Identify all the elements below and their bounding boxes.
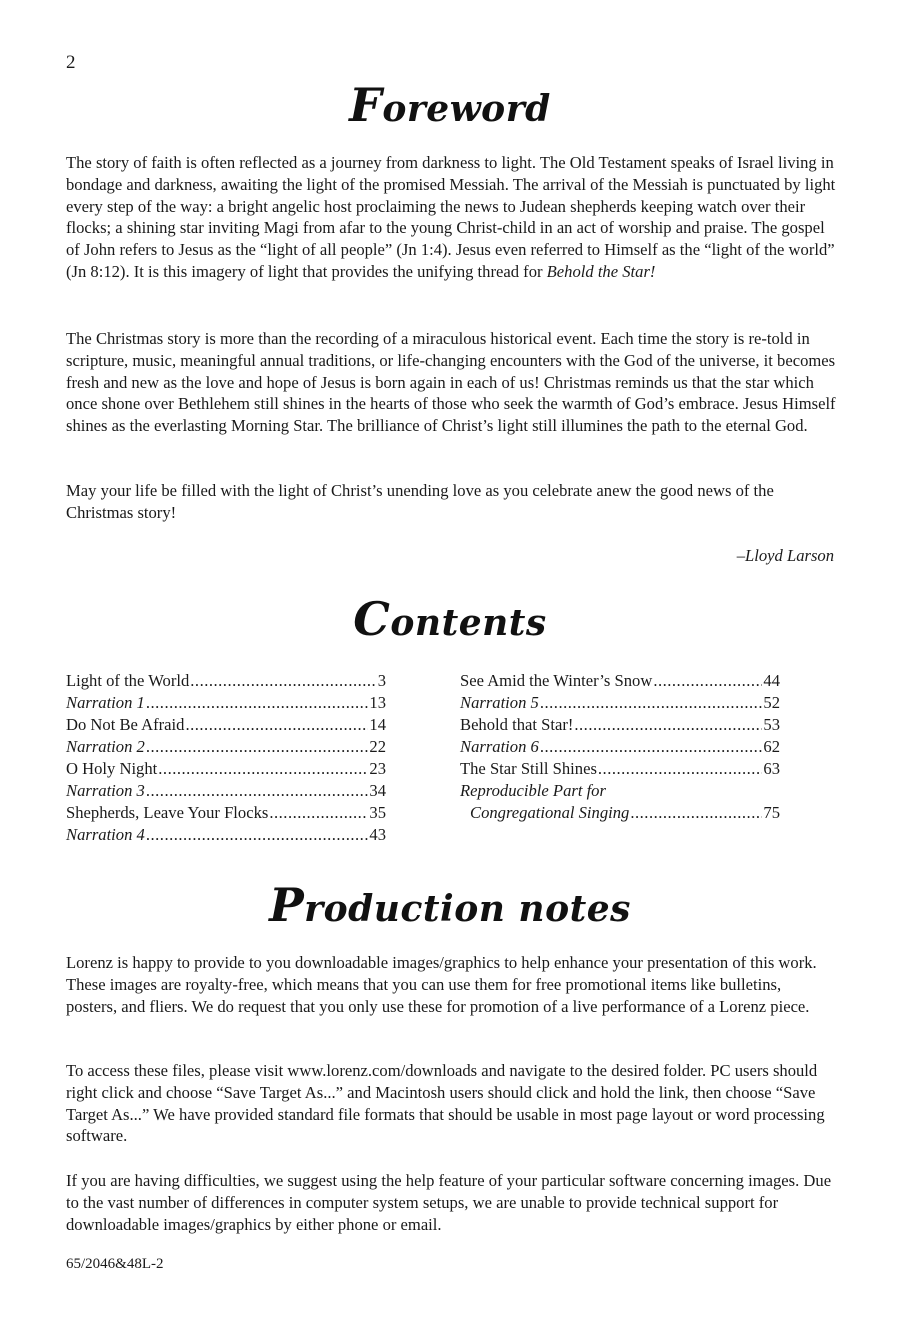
toc-leader-dots: [653, 670, 762, 692]
toc-leader-dots: [146, 780, 369, 802]
toc-leader-dots: [269, 802, 368, 824]
toc-entry-page: 34: [369, 781, 386, 800]
contents-right-column: [460, 670, 780, 824]
toc-entry-title: Do Not Be Afraid: [66, 715, 185, 734]
toc-entry-reproducible-label: [460, 780, 780, 802]
toc-entry[interactable]: [66, 670, 386, 692]
toc-entry-page: 63: [763, 759, 780, 778]
foreword-paragraph-1-text: The story of faith is often reflected as a journey from darkness to light. The Old Testament speaks of Israel living in bondage and darkness, awaiting the light of the promised Messiah. The arrival of the Messiah is punctuated by light every step of the way: a bright angelic host proclaiming the news to Judean shepherds keeping watch over their flocks; a shining star inviting Magi from afar to the young Christ-child in an act of worship and praise. The gospel of John refers to Jesus as the “light of all people” (Jn 1:4). Jesus even referred to Himself as the “light of the world” (Jn 8:12). It is this imagery of light that provides the unifying thread for: [66, 153, 836, 281]
toc-entry-title: O Holy Night: [66, 759, 158, 778]
toc-entry-title: Congregational Singing: [470, 803, 630, 822]
toc-entry-page: 14: [369, 715, 386, 734]
toc-entry[interactable]: [66, 714, 386, 736]
foreword-paragraph-3: May your life be filled with the light of Christ’s unending love as you celebrate anew the good news of the Christmas story!: [66, 481, 774, 522]
contents-heading-initial: C: [353, 592, 391, 646]
toc-entry[interactable]: [460, 714, 780, 736]
toc-entry[interactable]: [460, 758, 780, 780]
toc-entry-title: The Star Still Shines: [460, 759, 597, 778]
toc-entry-page: 22: [369, 737, 386, 756]
toc-entry-title: Narration 1: [66, 693, 145, 712]
toc-leader-dots: [158, 758, 368, 780]
toc-entry-page: 3: [377, 671, 386, 690]
toc-entry-title: Narration 4: [66, 825, 145, 844]
toc-entry-title: Narration 2: [66, 737, 145, 756]
toc-entry-title: Narration 6: [460, 737, 539, 756]
foreword-paragraph-2: The Christmas story is more than the recording of a miraculous historical event. Each time the story is re-told in scripture, music, meaningful annual traditions, or life-changing encounters with the God of the universe, it becomes fresh and new as the love and hope of Jesus is born again in each of us! Christmas reminds us that the star which once shone over Bethlehem still shines in the hearts of those who seek the warmth of God’s embrace. Jesus Himself shines as the everlasting Morning Star. The brilliance of Christ’s light still illumines the path to the eternal God.: [66, 329, 836, 436]
toc-leader-dots: [574, 714, 762, 736]
foreword-paragraph-1-title: Behold the Star!: [546, 261, 656, 281]
toc-entry-title: Shepherds, Leave Your Flocks: [66, 803, 269, 822]
toc-leader-dots: [540, 692, 763, 714]
toc-entry-title: Narration 5: [460, 693, 539, 712]
toc-entry[interactable]: [66, 758, 386, 780]
toc-entry-page: 44: [763, 671, 780, 690]
toc-entry-title: Light of the World: [66, 671, 190, 690]
production-notes-paragraph-3: If you are having difficulties, we suggest using the help feature of your particular software concerning images. Due to the vast number of differences in computer system setups, we are unable to provide technical support for downloadable images/graphics by either phone or email.: [66, 1171, 832, 1234]
toc-entry-page: 62: [763, 737, 780, 756]
toc-entry[interactable]: [66, 824, 386, 846]
toc-entry-page: 43: [369, 825, 386, 844]
toc-leader-dots: [146, 824, 369, 846]
toc-entry[interactable]: [460, 692, 780, 714]
toc-entry-title: Narration 3: [66, 781, 145, 800]
production-notes-paragraph-1: Lorenz is happy to provide to you downloadable images/graphics to help enhance your presentation of this work. These images are royalty-free, which means that you can use them for free promotional items like bulletins, posters, and fliers. We do request that you only use these for promotion of a live performance of a Lorenz piece.: [66, 953, 817, 1016]
toc-entry-title: Behold that Star!: [460, 715, 574, 734]
toc-entry[interactable]: [460, 670, 780, 692]
production-notes-paragraph-2: To access these files, please visit www.lorenz.com/downloads and navigate to the desired folder. PC users should right click and choose “Save Target As...” and Macintosh users should click and hold the link, then choose “Save Target As...” We have provided standard file formats that should be usable in most page layout or word processing software.: [66, 1061, 825, 1146]
toc-entry[interactable]: [460, 802, 780, 824]
production-notes-heading-initial: P: [269, 878, 305, 932]
toc-entry[interactable]: [66, 802, 386, 824]
toc-entry-page: 23: [369, 759, 386, 778]
toc-entry-page: 13: [369, 693, 386, 712]
toc-entry[interactable]: [66, 692, 386, 714]
toc-leader-dots: [185, 714, 368, 736]
toc-leader-dots: [146, 692, 369, 714]
toc-entry-page: 53: [763, 715, 780, 734]
toc-leader-dots: [598, 758, 763, 780]
toc-entry-title: Reproducible Part for: [460, 781, 606, 800]
toc-leader-dots: [146, 736, 369, 758]
toc-leader-dots: [630, 802, 762, 824]
contents-heading-rest: ontents: [390, 602, 547, 644]
toc-leader-dots: [540, 736, 763, 758]
toc-leader-dots: [190, 670, 376, 692]
toc-entry[interactable]: [66, 736, 386, 758]
production-notes-heading: [0, 878, 900, 932]
foreword-signature: –Lloyd Larson: [736, 546, 834, 565]
page-number: 2: [66, 52, 76, 73]
contents-heading: [0, 592, 900, 646]
foreword-paragraph-1: [66, 152, 836, 283]
toc-entry-page: 75: [763, 803, 780, 822]
contents-left-column: [66, 670, 386, 846]
foreword-heading-rest: oreword: [382, 88, 551, 130]
toc-entry[interactable]: [460, 736, 780, 758]
foreword-heading: [0, 78, 900, 132]
foreword-heading-initial: F: [349, 78, 383, 132]
toc-entry[interactable]: [66, 780, 386, 802]
toc-entry-title: See Amid the Winter’s Snow: [460, 671, 653, 690]
production-notes-heading-rest: roduction notes: [304, 888, 631, 930]
toc-entry-page: 35: [369, 803, 386, 822]
toc-entry-page: 52: [763, 693, 780, 712]
catalog-code: 65/2046&48L-2: [66, 1256, 164, 1272]
